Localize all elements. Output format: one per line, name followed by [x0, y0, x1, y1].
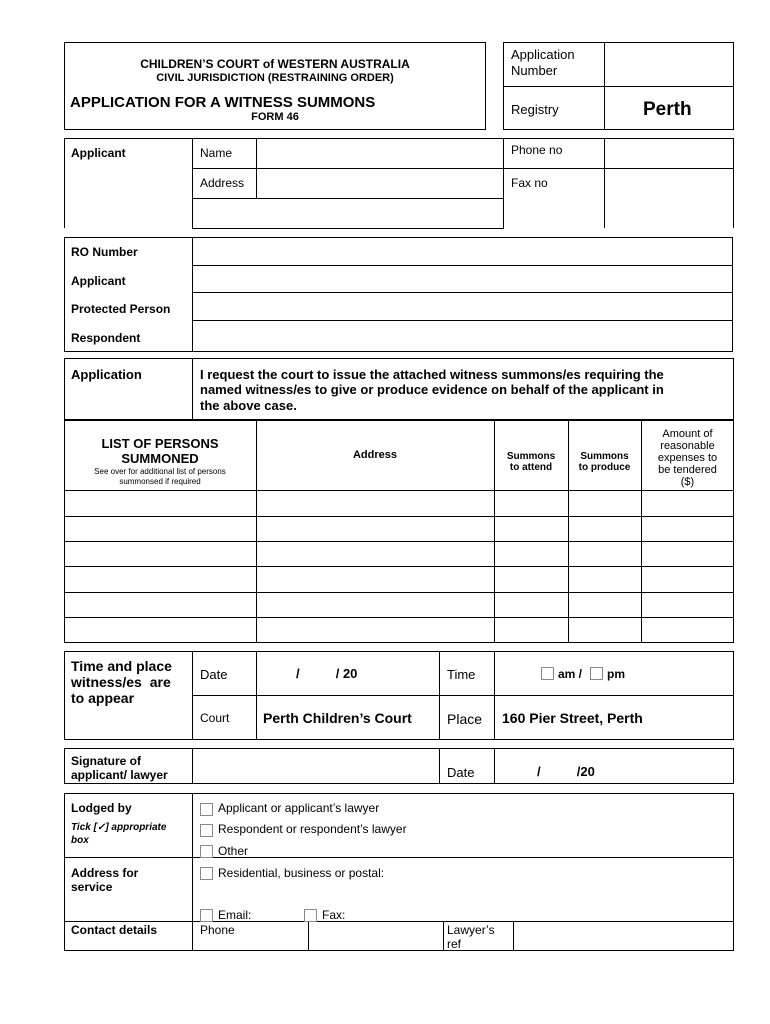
- table-row[interactable]: [65, 567, 733, 591]
- place-value: 160 Pier Street, Perth: [502, 710, 643, 726]
- application-number-field[interactable]: [605, 43, 733, 85]
- appearance-label-1: Time and place: [71, 658, 172, 674]
- service-fax-label: Fax:: [322, 908, 346, 922]
- applicant-name-field[interactable]: [258, 139, 502, 167]
- application-label: Application: [71, 367, 142, 382]
- protected-person-field[interactable]: [194, 293, 732, 319]
- expenses-heading-4: be tendered: [658, 464, 717, 476]
- phone-field[interactable]: [606, 139, 732, 167]
- applicant-section-label: Applicant: [71, 146, 126, 160]
- service-label-1: Address for: [71, 866, 139, 880]
- table-row[interactable]: [65, 491, 733, 515]
- service-address-checkbox[interactable]: [200, 865, 213, 883]
- am-checkbox[interactable]: [541, 665, 554, 683]
- application-text-2: named witness/es to give or produce evidence on behalf of the applicant in: [200, 382, 664, 397]
- lodged-label: Lodged by: [71, 801, 132, 815]
- expenses-heading-1: Amount of: [662, 428, 713, 440]
- expenses-heading-2: reasonable: [660, 440, 715, 452]
- lodged-applicant-label: Applicant or applicant’s lawyer: [218, 801, 380, 815]
- expenses-heading-3: expenses to: [657, 452, 718, 464]
- registry-value[interactable]: Perth: [643, 99, 692, 120]
- appearance-time-label: Time: [447, 667, 476, 682]
- table-row[interactable]: [65, 618, 733, 642]
- court-value: Perth Children’s Court: [263, 710, 412, 726]
- form-number: FORM 46: [251, 111, 299, 123]
- appearance-label-2: witness/es are: [71, 674, 171, 690]
- jurisdiction: CIVIL JURISDICTION (RESTRAINING ORDER): [156, 72, 394, 84]
- lawyer-ref-field[interactable]: [515, 922, 733, 950]
- ro-number-label: RO Number: [71, 245, 138, 259]
- court-name: CHILDREN’S COURT of WESTERN AUSTRALIA: [140, 57, 410, 71]
- summons-produce-heading-1: Summons: [580, 451, 629, 462]
- appearance-date-value[interactable]: / / 20: [296, 666, 358, 681]
- summons-attend-heading-1: Summons: [506, 451, 556, 462]
- appearance-date-label: Date: [200, 667, 228, 682]
- contact-phone-label: Phone: [200, 923, 235, 937]
- application-text-3: the above case.: [200, 398, 297, 413]
- contact-phone-field[interactable]: [310, 922, 442, 950]
- service-address-label: Residential, business or postal:: [218, 866, 385, 880]
- form-title: APPLICATION FOR A WITNESS SUMMONS: [70, 94, 376, 111]
- email-label: Email:: [218, 908, 252, 922]
- lawyer-ref-label-2: ref: [447, 937, 462, 951]
- pm-checkbox[interactable]: [590, 665, 603, 683]
- court-label: Court: [200, 711, 230, 725]
- lodged-respondent-checkbox[interactable]: [200, 822, 213, 840]
- fax-label: Fax no: [511, 176, 548, 190]
- case-applicant-label: Applicant: [71, 274, 126, 288]
- protected-person-label: Protected Person: [71, 302, 171, 316]
- tick-note-1: Tick [✓] appropriate: [71, 822, 167, 833]
- summons-produce-heading-2: to produce: [578, 462, 631, 473]
- applicant-address-field[interactable]: [258, 169, 502, 197]
- place-label: Place: [447, 711, 483, 727]
- signature-date-label: Date: [447, 765, 475, 780]
- applicant-address-field-2[interactable]: [194, 199, 502, 227]
- am-label: am /: [558, 667, 583, 681]
- persons-col-note-1: See over for additional list of persons: [94, 467, 226, 476]
- signature-label-1: Signature of: [71, 754, 142, 768]
- lodged-applicant-checkbox[interactable]: [200, 801, 213, 819]
- respondent-label: Respondent: [71, 331, 141, 345]
- signature-label-2: applicant/ lawyer: [71, 768, 168, 782]
- table-row[interactable]: [65, 517, 733, 540]
- lawyer-ref-label-1: Lawyer’s: [447, 923, 495, 937]
- phone-label: Phone no: [511, 143, 563, 157]
- pm-label: pm: [607, 667, 625, 681]
- expenses-heading-5: ($): [680, 476, 695, 488]
- table-row[interactable]: [65, 593, 733, 616]
- address-col-heading: Address: [352, 449, 398, 461]
- tick-note-2: box: [71, 835, 89, 846]
- contact-details-label: Contact details: [71, 923, 158, 937]
- summons-attend-heading-2: to attend: [509, 462, 553, 473]
- case-applicant-field[interactable]: [194, 266, 732, 291]
- persons-col-heading-2: SUMMONED: [121, 451, 199, 466]
- application-text-1: I request the court to issue the attached witness summons/es requiring the: [200, 367, 664, 382]
- signature-field[interactable]: [194, 749, 438, 783]
- respondent-field[interactable]: [194, 321, 732, 351]
- application-number-label: Application Number: [511, 47, 575, 78]
- address-label: Address: [200, 176, 245, 190]
- lodged-other-checkbox[interactable]: [200, 843, 213, 861]
- fax-field[interactable]: [606, 169, 732, 227]
- persons-col-note-2: summonsed if required: [119, 477, 201, 486]
- appearance-label-3: to appear: [71, 690, 135, 706]
- registry-label: Registry: [511, 102, 559, 117]
- persons-col-heading-1: LIST OF PERSONS: [101, 436, 219, 451]
- ro-number-field[interactable]: [194, 238, 732, 264]
- name-label: Name: [200, 146, 233, 160]
- service-label-2: service: [71, 880, 113, 894]
- lodged-other-label: Other: [218, 844, 249, 858]
- table-row[interactable]: [65, 542, 733, 565]
- signature-date-value[interactable]: / /20: [537, 764, 595, 779]
- lodged-respondent-label: Respondent or respondent’s lawyer: [218, 822, 407, 836]
